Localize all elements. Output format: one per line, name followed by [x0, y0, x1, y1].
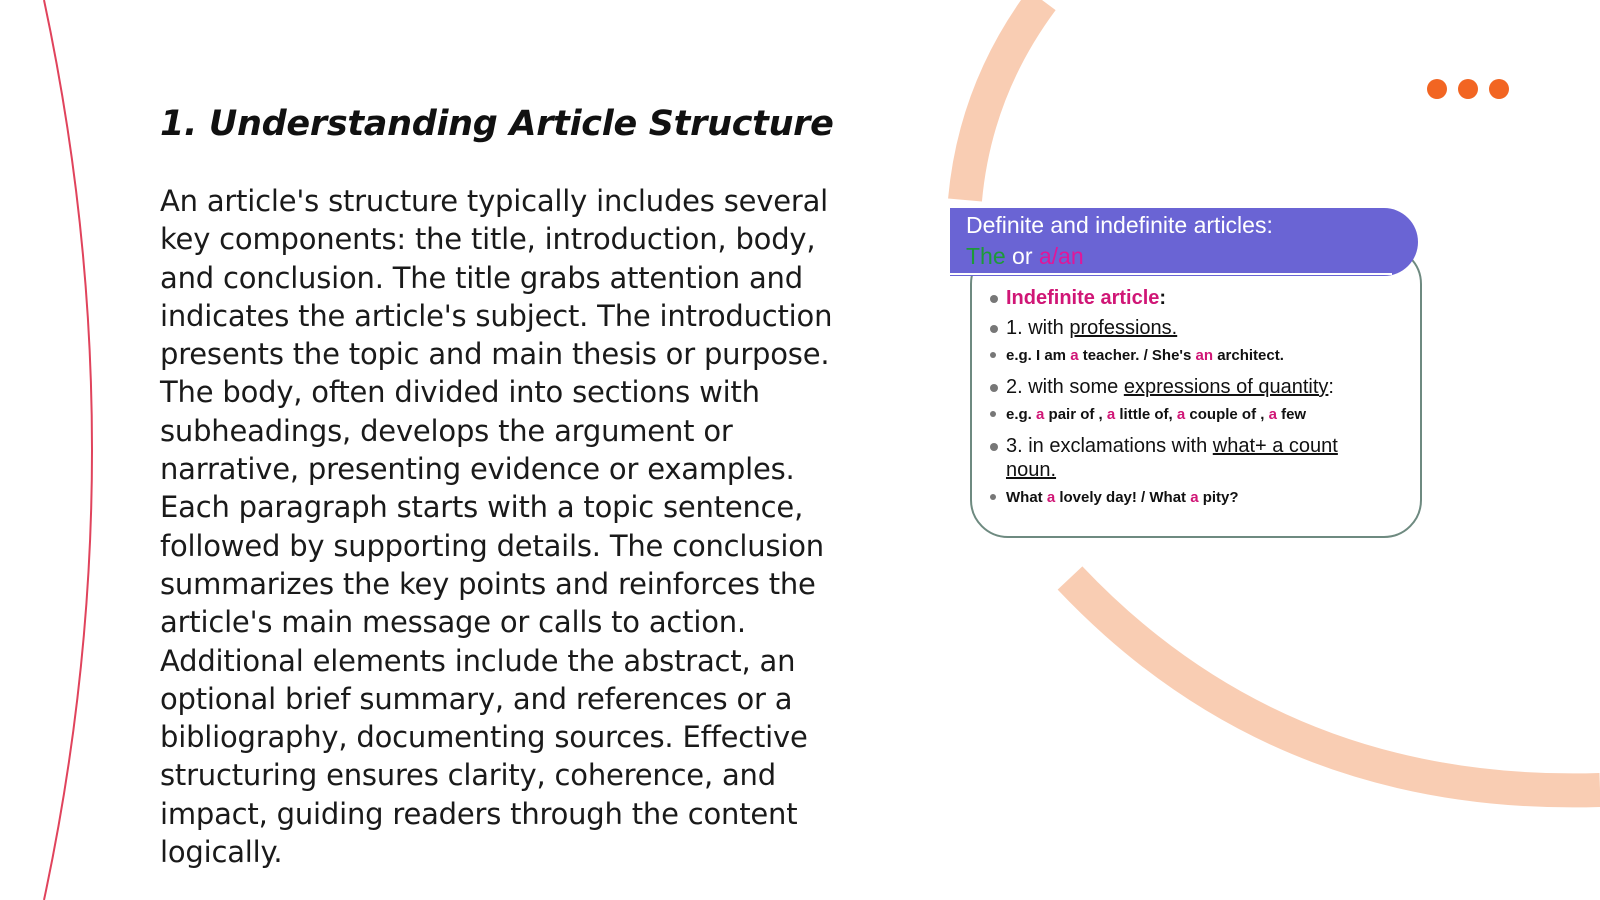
list-item-heading: Indefinite article: [988, 286, 1388, 310]
dot-icon [1489, 79, 1509, 99]
header-the: The [966, 243, 1006, 269]
list-item-quantity: 2. with some expressions of quantity: [988, 375, 1388, 399]
list-item-example-3: What a lovely day! / What a pity? [988, 488, 1388, 508]
card-header [950, 208, 1418, 276]
card-header-subtitle [966, 241, 1418, 272]
decorative-arc-bottom [1070, 578, 1600, 790]
header-or: or [1005, 243, 1039, 269]
list-item-example-2: e.g. a pair of , a little of, a couple of , a few [988, 405, 1388, 425]
decorative-arc-top [965, 0, 1042, 200]
dot-icon [1427, 79, 1447, 99]
card-header-title: Definite and indefinite articles: [966, 212, 1273, 238]
card-header-rule [950, 273, 1392, 275]
left-curve-line [44, 0, 92, 900]
list-item-professions: 1. with professions. [988, 316, 1388, 340]
indefinite-article-list [988, 286, 1388, 517]
slide-body-text: An article's structure typically includes several key components: the title, introduction, body, and conclusion. The title grabs attention and indicates the article's subject. The introduction presents the topic and main thesis or purpose. The body, often divided into sections with subheadings, develops the argument or narrative, presenting evidence or examples. Each paragraph starts with a topic sentence, followed by supporting details. The conclusion summarizes the key points and reinforces the article's main message or calls to action. Additional elements include the abstract, an optional brief summary, and references or a bibliography, documenting sources. Effective structuring ensures clarity, coherence, and impact, guiding readers through the content logically. [160, 184, 833, 870]
slide-title: 1. Understanding Article Structure [160, 104, 834, 144]
list-item-exclamations: 3. in exclamations with what+ a count noun. [988, 434, 1388, 482]
dot-icon [1458, 79, 1478, 99]
header-a-an: a/an [1038, 243, 1084, 269]
list-item-example-1: e.g. I am a teacher. / She's an architect. [988, 346, 1388, 366]
articles-image-card [950, 208, 1426, 542]
decorative-dots [1427, 79, 1509, 99]
